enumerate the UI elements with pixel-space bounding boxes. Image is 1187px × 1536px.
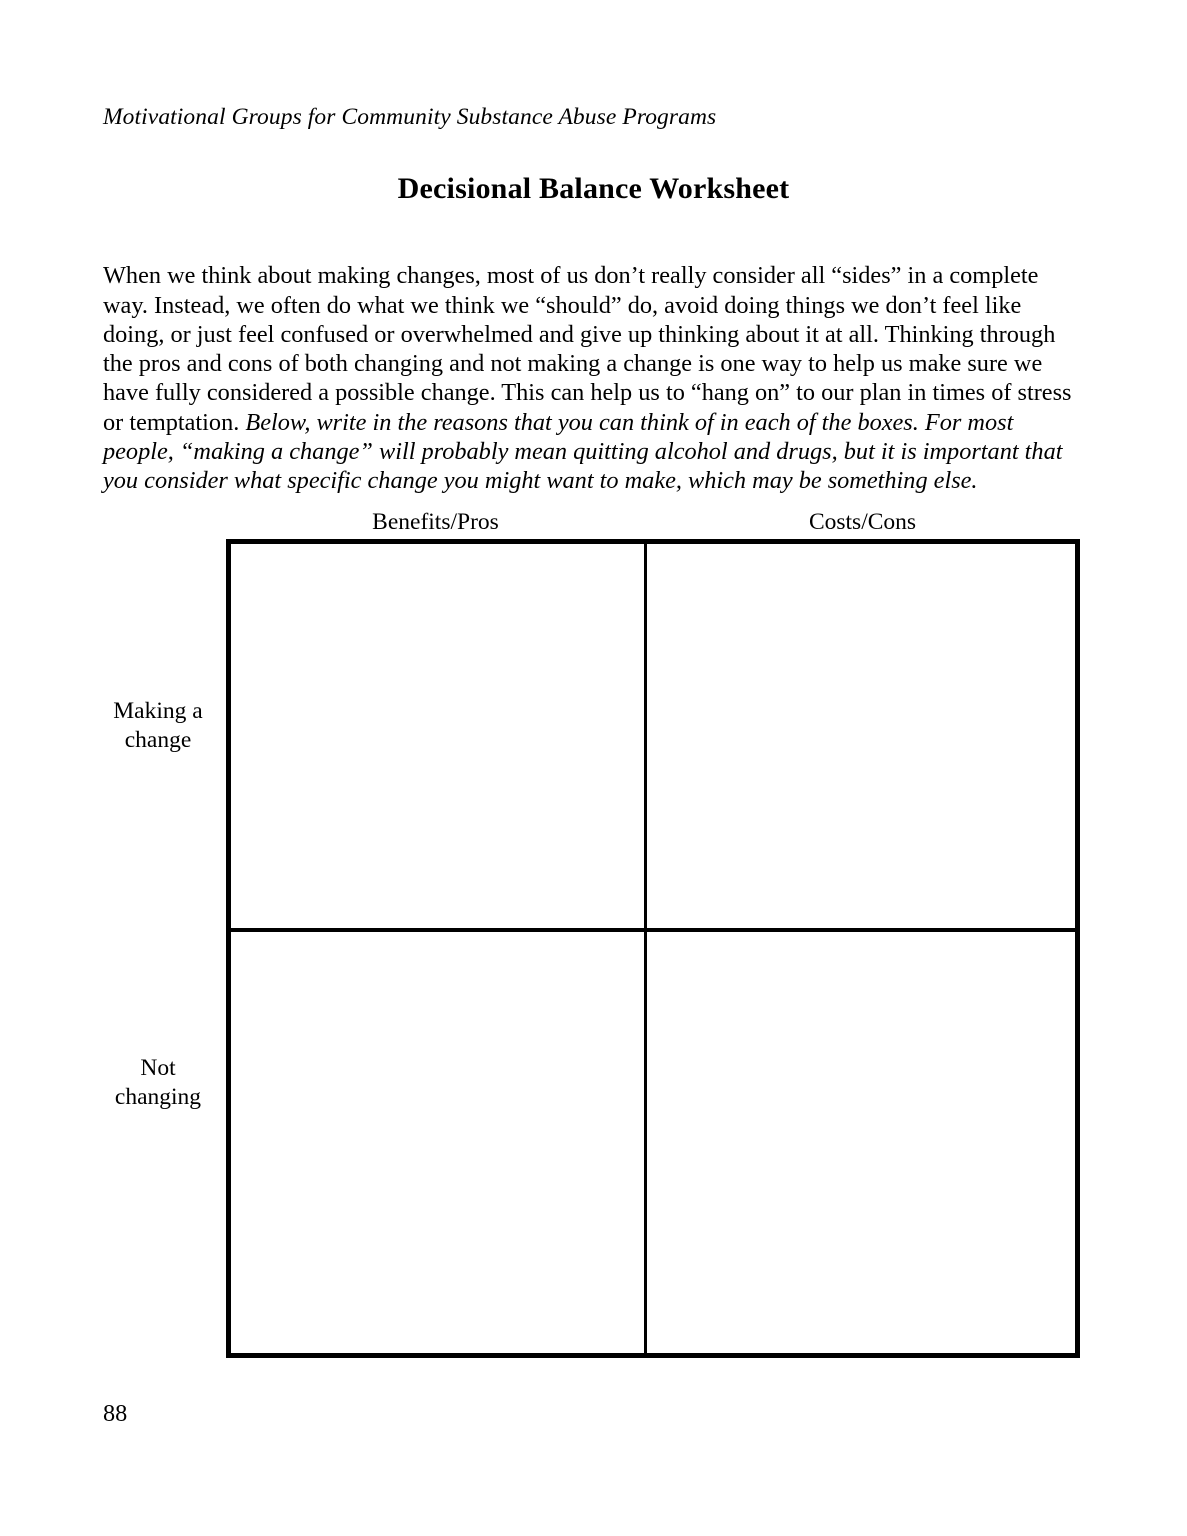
column-header-benefits-pros: Benefits/Pros [372, 509, 499, 535]
intro-emphasis-text: Below, write in the reasons that you can think of in each of the boxes. For most people, “making a change” will probably mean quitting alcohol and drugs, but it is important that you consider what specific change you might want to make, which may be something else. [103, 408, 1063, 495]
cell-not-changing-benefits[interactable] [231, 932, 644, 1353]
row-label-making-line-2: change [124, 727, 192, 753]
row-label-not-line-2: changing [114, 1084, 202, 1110]
row-label-not-changing [96, 1054, 220, 1112]
grid-vertical-divider [644, 544, 647, 1353]
grid-horizontal-divider [231, 928, 1075, 932]
table-column-headers [226, 509, 1080, 539]
cell-not-changing-costs[interactable] [647, 932, 1075, 1353]
page-title: Decisional Balance Worksheet [397, 172, 790, 205]
column-header-costs-cons: Costs/Cons [808, 509, 917, 535]
row-label-making-line-1: Making a [113, 698, 203, 724]
row-label-making-a-change [96, 697, 220, 755]
intro-plain-text: When we think about making changes, most of us don’t really consider all “sides” in a complete way. Instead, we often do what we think we “should” do, avoid doing things we don’t feel like doing, or just feel confused or overwhelmed and give up thinking about it at all. Thinking through the pros and cons of both changing and not making a change is one way to help us make sure we have fully considered a possible change. This can help us to “hang on” to our plan in times of stress or temptation. [103, 262, 1072, 436]
row-label-not-line-1: Not [140, 1055, 176, 1081]
running-head: Motivational Groups for Community Substance Abuse Programs [103, 104, 717, 130]
cell-making-change-costs[interactable] [647, 544, 1075, 928]
intro-paragraph [103, 261, 1085, 495]
cell-making-change-benefits[interactable] [231, 544, 644, 928]
decisional-balance-grid [226, 539, 1080, 1358]
page-number: 88 [103, 1400, 128, 1427]
